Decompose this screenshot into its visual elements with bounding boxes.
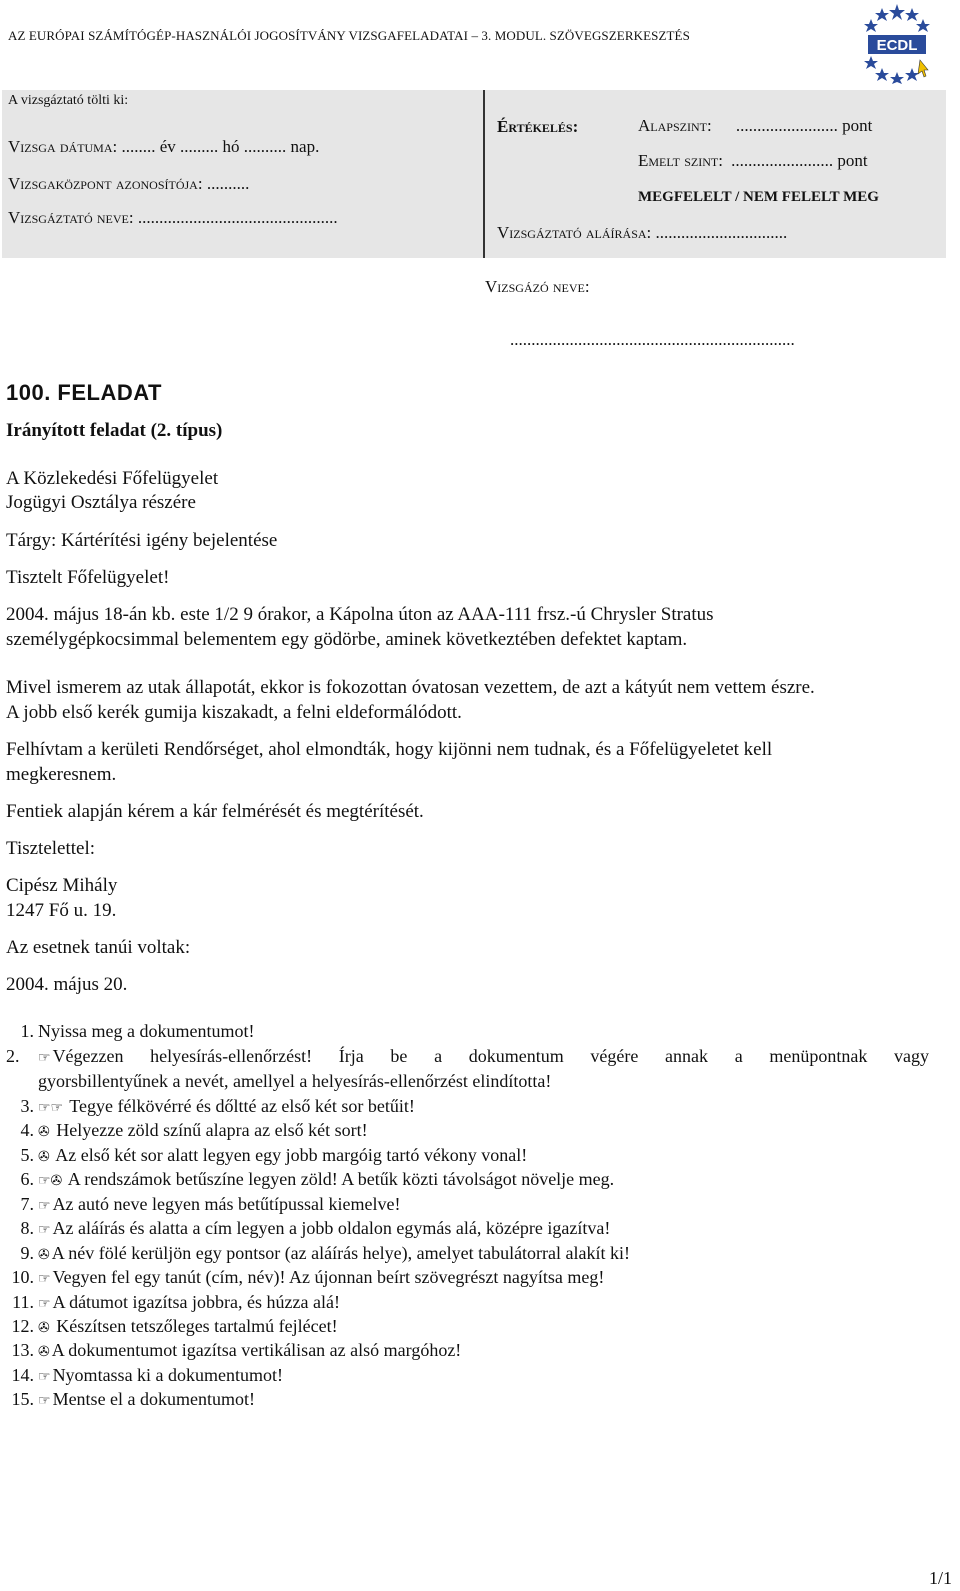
- exam-date-label: Vizsga dátuma:: [8, 137, 118, 156]
- letter-paragraph-3-line-1: Felhívtam a kerületi Rendőrséget, ahol elmondták, hogy kijönni nem tudnak, és a Főfelügyeletet kell: [6, 739, 773, 760]
- task-item-5: 5. ✇ Az első két sor alatt legyen egy jobb margóig tartó vékony vonal!: [20, 1145, 528, 1165]
- task-item-2-continuation: gyorsbillentyűnek a nevét, amellyel a helyesírás-ellenőrzést elindította!: [38, 1071, 552, 1091]
- pointing-hand-icon: ☞: [38, 1394, 51, 1409]
- task-item-1: 1. Nyissa meg a dokumentumot!: [20, 1021, 255, 1041]
- letter-closing: Tisztelettel:: [6, 838, 96, 859]
- letter-paragraph-1-line-2: személygépkocsimmal belementem egy gödörbe, aminek következtében defektet kaptam.: [6, 629, 688, 650]
- task-subheading: Irányított feladat (2. típus): [6, 420, 223, 441]
- result-options: MEGFELELT / NEM FELELT MEG: [638, 189, 879, 205]
- letter-sender-address: 1247 Fő u. 19.: [6, 900, 117, 921]
- candidate-name-value: ...................................................................: [510, 330, 795, 349]
- pointing-hand-icon: ☞: [38, 1223, 51, 1238]
- letter-paragraph-1-line-1: 2004. május 18-án kb. este 1/2 9 órakor, a Kápolna úton az AAA-111 frsz.-ú Chrysler Stratus: [6, 604, 714, 625]
- hand-and-pencil-icon: ☞✇: [38, 1174, 63, 1189]
- letter-addressee-2: Jogügyi Osztálya részére: [6, 492, 196, 513]
- letter-paragraph-3-line-2: megkeresnem.: [6, 764, 117, 785]
- task-item-4: 4. ✇ Helyezze zöld színű alapra az első két sort!: [20, 1120, 368, 1140]
- rating-label: Értékelés:: [497, 117, 579, 136]
- examiner-signature-row: [497, 223, 787, 243]
- examiner-name-value: ...............................................: [137, 208, 338, 227]
- page-number: 1/1: [928, 1568, 952, 1588]
- examiner-box-divider: [483, 90, 485, 258]
- letter-witnesses: Az esetnek tanúi voltak:: [6, 937, 191, 958]
- task-item-11: 11. ☞ A dátumot igazítsa jobbra, és húzza alá!: [12, 1292, 340, 1312]
- exam-center-label: Vizsgaközpont azonosítója:: [8, 174, 203, 193]
- advanced-level-label: Emelt szint:: [638, 151, 723, 170]
- pointing-hand-icon: ☞: [38, 1199, 51, 1214]
- pointing-hand-icon: ☞: [38, 1272, 51, 1287]
- ecdl-logo: [862, 2, 932, 84]
- pencil-icon: ✇: [38, 1125, 50, 1140]
- examiner-name-row: [8, 208, 338, 228]
- task-item-3: 3. ☞☞ Tegye félkövérré és dőltté az első két sor betűit!: [20, 1096, 415, 1116]
- document-header-title: AZ EURÓPAI SZÁMÍTÓGÉP-HASZNÁLÓI JOGOSÍTVÁNY VIZSGAFELADATAI – 3. MODUL. SZÖVEGSZERKESZTÉS: [8, 28, 690, 43]
- candidate-name-label: Vizsgázó neve:: [485, 277, 590, 296]
- task-item-8: 8. ☞ Az aláírás és alatta a cím legyen a jobb oldalon egymás alá, középre igazítva!: [20, 1218, 611, 1238]
- task-item-15: 15. ☞ Mentse el a dokumentumot!: [11, 1389, 256, 1409]
- letter-subject: Tárgy: Kártérítési igény bejelentése: [6, 530, 278, 551]
- logo-text: ECDL: [876, 37, 918, 54]
- pointing-hand-icon: ☞: [38, 1051, 51, 1066]
- letter-paragraph-2-line-1: Mivel ismerem az utak állapotát, ekkor is fokozottan óvatosan vezettem, de azt a kátyút nem vettem észre.: [6, 677, 815, 698]
- basic-level-row: [638, 116, 872, 136]
- task-item-10: 10. ☞ Vegyen fel egy tanút (cím, név)! Az újonnan beírt szövegrészt nagyítsa meg!: [11, 1267, 605, 1287]
- examiner-intro: A vizsgáztató tölti ki:: [8, 93, 129, 108]
- exam-date-row: [8, 137, 319, 157]
- exam-date-value: ........ év ......... hó .......... nap.: [121, 137, 320, 156]
- letter-date: 2004. május 20.: [6, 974, 128, 995]
- pencil-icon: ✇: [38, 1321, 50, 1336]
- task-item-9: 9. ✇ A név fölé kerüljön egy pontsor (az aláírás helye), amelyet tabulátorral alakít ki!: [20, 1243, 631, 1263]
- basic-level-value: ........................ pont: [735, 116, 873, 135]
- pencil-icon: ✇: [38, 1150, 50, 1165]
- advanced-level-value: ........................ pont: [731, 151, 868, 170]
- task-item-2: 2. ☞ Végezzen helyesírás-ellenőrzést! Írja be a dokumentum végére annak a menüpontnak vagy: [6, 1046, 929, 1066]
- letter-paragraph-4: Fentiek alapján kérem a kár felmérését és megtérítését.: [6, 801, 424, 822]
- examiner-signature-label: Vizsgáztató aláírása:: [497, 223, 652, 242]
- pencil-icon: ✇: [38, 1345, 50, 1360]
- basic-level-label: Alapszint:: [638, 116, 712, 135]
- letter-paragraph-2-line-2: A jobb első kerék gumija kiszakadt, a felni eldeformálódott.: [6, 702, 462, 723]
- pointing-hand-icon: ☞☞: [38, 1101, 64, 1116]
- letter-addressee-1: A Közlekedési Főfelügyelet: [6, 468, 219, 489]
- task-item-13: 13. ✇ A dokumentumot igazítsa vertikálisan az alsó margóhoz!: [11, 1340, 462, 1360]
- pointing-hand-icon: ☞: [38, 1370, 51, 1385]
- pointing-hand-icon: ☞: [38, 1297, 51, 1312]
- exam-center-row: [8, 174, 249, 194]
- task-item-6: 6. ☞✇ A rendszámok betűszíne legyen zöld! A betűk közti távolságot növelje meg.: [20, 1169, 615, 1189]
- examiner-name-label: Vizsgáztató neve:: [8, 208, 134, 227]
- task-heading: 100. FELADAT: [6, 380, 162, 405]
- letter-salutation: Tisztelt Főfelügyelet!: [6, 567, 170, 588]
- task-item-7: 7. ☞ Az autó neve legyen más betűtípussal kiemelve!: [20, 1194, 401, 1214]
- exam-center-value: ..........: [206, 174, 250, 193]
- advanced-level-row: [638, 151, 868, 171]
- task-item-14: 14. ☞ Nyomtassa ki a dokumentumot!: [11, 1365, 284, 1385]
- letter-sender-name: Cipész Mihály: [6, 875, 118, 896]
- pencil-icon: ✇: [38, 1248, 50, 1263]
- task-item-12: 12. ✇ Készítsen tetszőleges tartalmú fejlécet!: [11, 1316, 338, 1336]
- examiner-signature-value: ...............................: [655, 223, 788, 242]
